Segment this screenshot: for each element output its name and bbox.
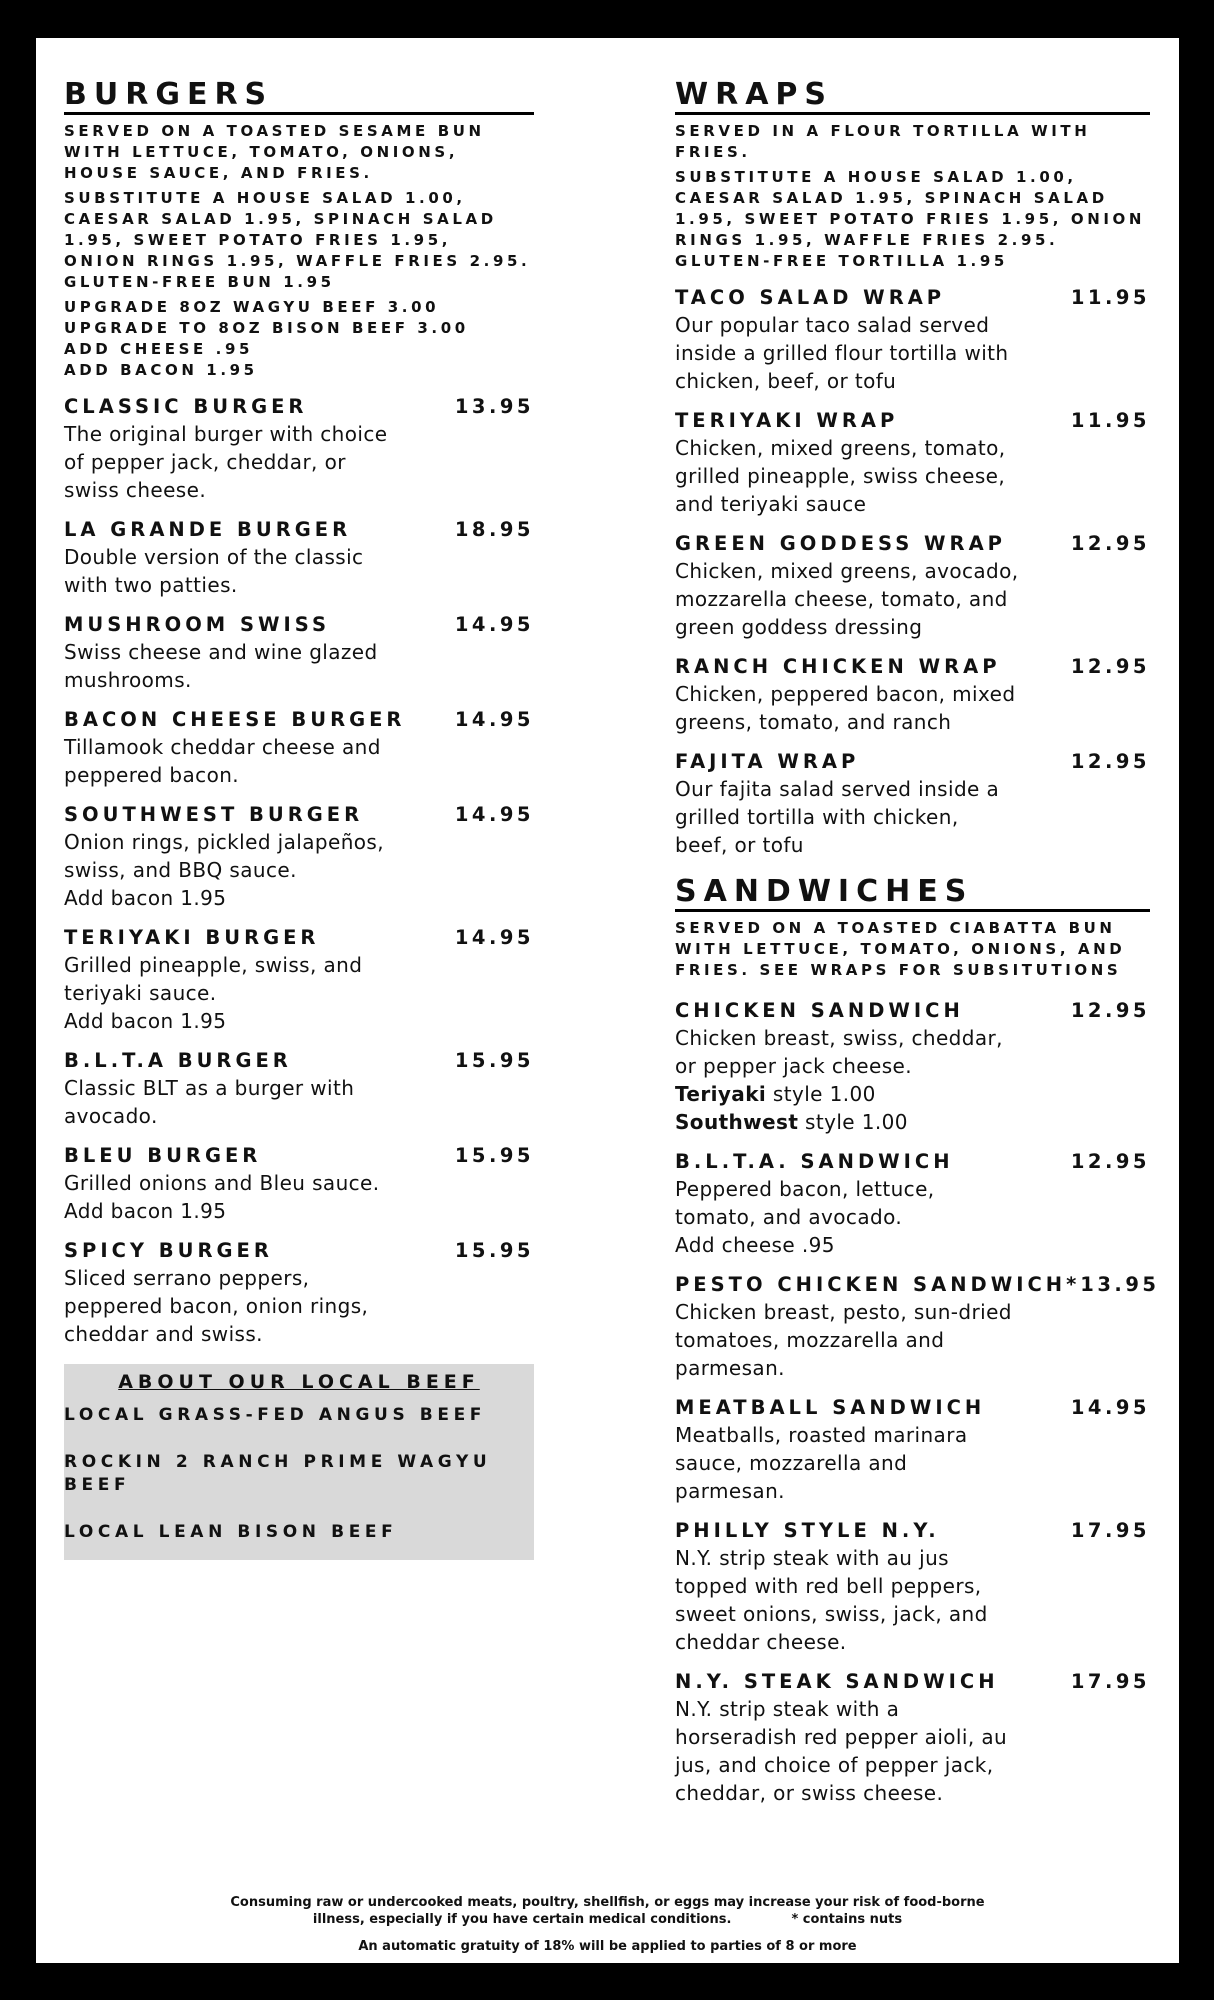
item-description (675, 1024, 1045, 1136)
desc-line: peppered bacon. (64, 763, 240, 787)
item-price: 12.95 (1070, 655, 1150, 678)
desc-line: parmesan. (675, 1356, 785, 1380)
burgers-note: UPGRADE 8OZ WAGYU BEEF 3.00 (64, 298, 440, 316)
item-price: 11.95 (1070, 409, 1150, 432)
desc-line: inside a grilled flour tortilla with (675, 341, 1009, 365)
menu-item (64, 924, 534, 1035)
option-price: style 1.00 (798, 1110, 908, 1134)
item-description (675, 1298, 1045, 1382)
desc-line: N.Y. strip steak with a (675, 1697, 900, 1721)
item-name: SPICY BURGER (64, 1239, 273, 1262)
menu-item (675, 997, 1150, 1136)
item-price: 15.95 (454, 1239, 534, 1262)
item-price: 15.95 (454, 1049, 534, 1072)
item-name: LA GRANDE BURGER (64, 518, 352, 541)
item-name: RANCH CHICKEN WRAP (675, 655, 1001, 678)
desc-line (675, 1080, 1045, 1108)
right-column (675, 77, 1160, 1807)
item-price: 14.95 (454, 803, 534, 826)
burgers-note: ADD CHEESE .95 (64, 340, 254, 358)
desc-line: Add bacon 1.95 (64, 1199, 227, 1223)
menu-item (675, 1517, 1150, 1656)
desc-line: swiss, and BBQ sauce. (64, 858, 297, 882)
desc-line: avocado. (64, 1104, 158, 1128)
desc-line: tomato, and avocado. (675, 1205, 903, 1229)
wraps-notes (675, 121, 1150, 272)
desc-line: Meatballs, roasted marinara (675, 1423, 968, 1447)
menu-item (64, 706, 534, 789)
desc-line: of pepper jack, cheddar, or (64, 450, 346, 474)
desc-line: tomatoes, mozzarella and (675, 1328, 945, 1352)
desc-line: Chicken breast, pesto, sun-dried (675, 1300, 1012, 1324)
item-price: 11.95 (1070, 286, 1150, 309)
burgers-note: SUBSTITUTE A HOUSE SALAD 1.00, CAESAR SALAD 1.95, SPINACH SALAD 1.95, SWEET POTATO FRIES 1.95, ONION RINGS 1.95, WAFFLE FRIES 2.95. (64, 189, 531, 270)
item-name: PHILLY STYLE N.Y. (675, 1519, 940, 1542)
menu-item (64, 1047, 534, 1130)
desc-line: Chicken, peppered bacon, mixed (675, 682, 1016, 706)
nuts-note: * contains nuts (791, 1912, 903, 1927)
item-price: 14.95 (454, 708, 534, 731)
menu-item (675, 1394, 1150, 1505)
item-description (675, 1695, 1045, 1807)
desc-line: N.Y. strip steak with au jus (675, 1546, 949, 1570)
desc-line: parmesan. (675, 1479, 785, 1503)
item-name: FAJITA WRAP (675, 750, 860, 773)
desc-line: Grilled pineapple, swiss, and (64, 953, 363, 977)
desc-line: Add bacon 1.95 (64, 1009, 227, 1033)
item-price: 14.95 (454, 613, 534, 636)
menu-item (64, 611, 534, 694)
item-price: 14.95 (454, 926, 534, 949)
menu-item (675, 530, 1150, 641)
menu-item (64, 801, 534, 912)
item-description (64, 1074, 434, 1130)
item-name: B.L.T.A BURGER (64, 1049, 292, 1072)
item-price: 12.95 (1070, 750, 1150, 773)
item-name: TERIYAKI BURGER (64, 926, 320, 949)
item-name: MEATBALL SANDWICH (675, 1396, 986, 1419)
desc-line: chicken, beef, or tofu (675, 369, 897, 393)
item-price: 12.95 (1070, 532, 1150, 555)
item-name: TACO SALAD WRAP (675, 286, 946, 309)
item-description (675, 1421, 1045, 1505)
menu-item (675, 407, 1150, 518)
item-price: 15.95 (454, 1144, 534, 1167)
local-beef-box (64, 1364, 534, 1560)
menu-item (675, 1271, 1160, 1382)
desc-line: Add cheese .95 (675, 1233, 835, 1257)
item-description (675, 1544, 1045, 1656)
sandwich-list (675, 1148, 1160, 1807)
item-name: N.Y. STEAK SANDWICH (675, 1670, 999, 1693)
menu-page (36, 38, 1179, 1963)
item-name: TERIYAKI WRAP (675, 409, 899, 432)
item-name: BLEU BURGER (64, 1144, 262, 1167)
burger-list (64, 393, 534, 1348)
item-description (64, 638, 434, 694)
desc-line: The original burger with choice (64, 422, 388, 446)
item-name: B.L.T.A. SANDWICH (675, 1150, 954, 1173)
item-name: SOUTHWEST BURGER (64, 803, 364, 826)
item-name: MUSHROOM SWISS (64, 613, 330, 636)
footer-warning-line: illness, especially if you have certain medical conditions. (312, 1912, 732, 1927)
desc-line: and teriyaki sauce (675, 492, 867, 516)
gratuity-note: An automatic gratuity of 18% will be applied to parties of 8 or more (358, 1939, 857, 1954)
option-price: style 1.00 (766, 1082, 876, 1106)
beef-item: LOCAL GRASS-FED ANGUS BEEF (64, 1405, 486, 1425)
desc-line: greens, tomato, and ranch (675, 710, 952, 734)
desc-line: sauce, mozzarella and (675, 1451, 908, 1475)
left-column (64, 78, 534, 1560)
item-name: GREEN GODDESS WRAP (675, 532, 1006, 555)
desc-line: Double version of the classic (64, 545, 364, 569)
burgers-note: SERVED ON A TOASTED SESAME BUN WITH LETTUCE, TOMATO, ONIONS, HOUSE SAUCE, AND FRIES. (64, 122, 485, 182)
beef-item: LOCAL LEAN BISON BEEF (64, 1522, 398, 1542)
item-price: 17.95 (1070, 1519, 1150, 1542)
item-price: 13.95 (1080, 1273, 1160, 1296)
item-price: 12.95 (1070, 1150, 1150, 1173)
desc-line: Onion rings, pickled jalapeños, (64, 830, 384, 854)
desc-line: green goddess dressing (675, 615, 923, 639)
desc-line (675, 1108, 1045, 1136)
desc-line: cheddar and swiss. (64, 1322, 263, 1346)
desc-line: Swiss cheese and wine glazed (64, 640, 378, 664)
wrap-list (675, 284, 1150, 859)
item-description (64, 828, 434, 912)
item-description (675, 434, 1045, 518)
desc-line: topped with red bell peppers, (675, 1574, 982, 1598)
menu-item (675, 653, 1150, 736)
desc-line: jus, and choice of pepper jack, (675, 1753, 994, 1777)
item-description (64, 543, 434, 599)
desc-line: Sliced serrano peppers, (64, 1266, 310, 1290)
option-name: Southwest (675, 1110, 799, 1134)
desc-line: Chicken, mixed greens, tomato, (675, 436, 1006, 460)
burgers-notes (64, 121, 534, 381)
desc-line: Grilled onions and Bleu sauce. (64, 1171, 380, 1195)
desc-line: Chicken, mixed greens, avocado, (675, 559, 1019, 583)
desc-line: sweet onions, swiss, jack, and (675, 1602, 988, 1626)
desc-line: Peppered bacon, lettuce, (675, 1177, 935, 1201)
option-name: Teriyaki (675, 1082, 767, 1106)
footer (36, 1894, 1179, 1955)
desc-line: Our fajita salad served inside a (675, 777, 1000, 801)
item-name: CHICKEN SANDWICH (675, 999, 964, 1022)
item-description (675, 557, 1045, 641)
local-beef-title: ABOUT OUR LOCAL BEEF (118, 1371, 480, 1393)
wraps-note: SUBSTITUTE A HOUSE SALAD 1.00, CAESAR SALAD 1.95, SPINACH SALAD 1.95, SWEET POTATO FRIES 1.95, ONION RINGS 1.95, WAFFLE FRIES 2.95. (675, 168, 1146, 249)
wraps-note: GLUTEN-FREE TORTILLA 1.95 (675, 252, 1008, 270)
menu-item (675, 1668, 1150, 1807)
desc-line: beef, or tofu (675, 833, 804, 857)
menu-item (675, 1148, 1150, 1259)
desc-line: grilled pineapple, swiss cheese, (675, 464, 1006, 488)
desc-line: teriyaki sauce. (64, 981, 217, 1005)
item-name: PESTO CHICKEN SANDWICH* (675, 1273, 1081, 1296)
menu-item (675, 284, 1150, 395)
burgers-note: ADD BACON 1.95 (64, 361, 258, 379)
desc-line: Add bacon 1.95 (64, 886, 227, 910)
item-price: 14.95 (1070, 1396, 1150, 1419)
burgers-note: UPGRADE TO 8OZ BISON BEEF 3.00 (64, 319, 469, 337)
desc-line: or pepper jack cheese. (675, 1054, 913, 1078)
sandwiches-title: SANDWICHES (675, 875, 1150, 912)
wraps-note: SERVED IN A FLOUR TORTILLA WITH FRIES. (675, 122, 1091, 161)
item-description (675, 775, 1045, 859)
desc-line: peppered bacon, onion rings, (64, 1294, 369, 1318)
item-description (64, 1264, 434, 1348)
beef-item: ROCKIN 2 RANCH PRIME WAGYU BEEF (64, 1452, 492, 1495)
item-price: 12.95 (1070, 999, 1150, 1022)
menu-item (675, 748, 1150, 859)
sandwiches-note: SERVED ON A TOASTED CIABATTA BUN WITH LETTUCE, TOMATO, ONIONS, AND FRIES. SEE WRAPS FOR SUBSITUTIONS (675, 919, 1126, 979)
menu-item (64, 1142, 534, 1225)
desc-line: mushrooms. (64, 668, 192, 692)
desc-line: swiss cheese. (64, 478, 207, 502)
burgers-note: GLUTEN-FREE BUN 1.95 (64, 273, 335, 291)
wraps-title: WRAPS (675, 78, 1150, 115)
item-name: BACON CHEESE BURGER (64, 708, 406, 731)
menu-item (64, 516, 534, 599)
item-name: CLASSIC BURGER (64, 395, 308, 418)
footer-warning: Consuming raw or undercooked meats, poultry, shellfish, or eggs may increase your risk of food-borne (230, 1895, 985, 1910)
item-description (675, 680, 1045, 736)
item-description (675, 1175, 1045, 1259)
desc-line: cheddar, or swiss cheese. (675, 1781, 944, 1805)
menu-item (64, 1237, 534, 1348)
desc-line: grilled tortilla with chicken, (675, 805, 959, 829)
footer-warning-2 (36, 1911, 1179, 1928)
desc-line: cheddar cheese. (675, 1630, 847, 1654)
item-description (64, 1169, 434, 1225)
desc-line: Chicken breast, swiss, cheddar, (675, 1026, 1003, 1050)
item-price: 13.95 (454, 395, 534, 418)
desc-line: Classic BLT as a burger with (64, 1076, 355, 1100)
item-description (64, 420, 434, 504)
menu-item (64, 393, 534, 504)
desc-line: Tillamook cheddar cheese and (64, 735, 381, 759)
item-price: 17.95 (1070, 1670, 1150, 1693)
desc-line: Our popular taco salad served (675, 313, 990, 337)
item-description (64, 733, 434, 789)
item-description (675, 311, 1045, 395)
desc-line: horseradish red pepper aioli, au (675, 1725, 1008, 1749)
burgers-title: BURGERS (64, 78, 534, 115)
item-price: 18.95 (454, 518, 534, 541)
desc-line: with two patties. (64, 573, 238, 597)
item-description (64, 951, 434, 1035)
desc-line: mozzarella cheese, tomato, and (675, 587, 1008, 611)
